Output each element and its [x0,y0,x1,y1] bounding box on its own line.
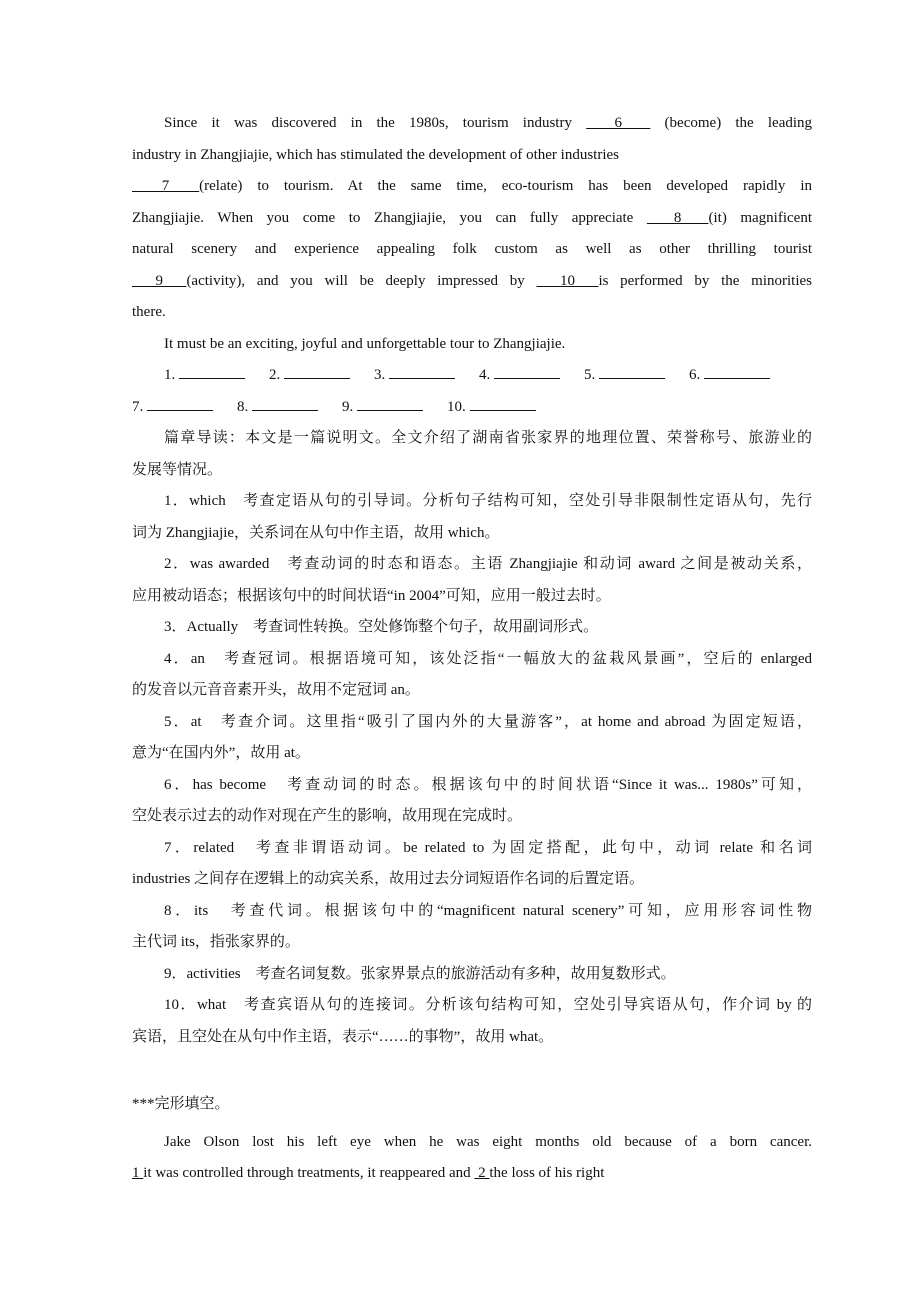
text-segment: 2．was awarded 考查动词的时态和语态。主语 Zhangjiajie 和动词 award 之间是被动关系， [164,556,812,572]
text-line [132,143,812,175]
text-segment: 宾语，且空处在从句中作主语，表示“……的事物”，故用 what。 [132,1028,554,1045]
text-line [132,836,812,868]
text-segment: 5．at 考查介词。这里指“吸引了国内外的大量游客”，at home and abroad 为固定短语， [164,713,812,730]
text-segment: 发展等情况。 [132,461,223,478]
text-segment: 6．has become 考查动词的时态。根据该句中的时间状语“Since it was... 1980s”可知， [164,776,812,793]
text-segment: 篇章导读：本文是一篇说明文。全文介绍了湖南省张家界的地理位置、荣誉称号、旅游业的 [164,430,812,446]
text-line [132,741,812,773]
text-line [132,206,812,238]
text-segment: 10．what 考查宾语从句的连接词。分析该句结构可知，空处引导宾语从句，作介词 by 的 [164,997,812,1013]
reading-passage [132,111,812,363]
text-line [132,111,812,143]
answer-label: 2. [269,367,281,383]
text-segment: 应用被动语态；根据该句中的时间状语“in 2004”可知，应用一般过去时。 [132,587,611,604]
answer-label: 4. [479,367,491,383]
answer-blank[interactable] [479,363,584,387]
text-line [132,804,812,836]
answer-underline[interactable] [284,364,350,379]
text-line [132,1025,812,1057]
section-title: ***完形填空。 [132,1096,230,1112]
text-line [132,426,812,458]
text-segment: 词为 Zhangjiajie，关系词在从句中作主语，故用 which。 [132,524,500,541]
text-line [132,710,812,742]
text-line [132,584,812,616]
text-line [132,269,812,301]
text-segment: 9．activities 考查名词复数。张家界景点的旅游活动有多种，故用复数形式。 [164,965,676,982]
blank-number: 9 [132,272,187,289]
answer-underline[interactable] [599,364,665,379]
text-segment: 7．related 考查非谓语动词。be related to 为固定搭配，此句中，动词 relate 和名词 [164,839,812,856]
text-line [132,993,812,1025]
text-segment: Since it was discovered in the 1980s, tourism industry [164,115,587,131]
text-segment: natural scenery and experience appealing folk custom as well as other thrilling tourist [132,241,812,257]
answer-label: 1. [164,367,176,383]
text-segment: 的发音以元音音素开头，故用不定冠词 an。 [132,682,420,698]
text-segment: (become) the leading [650,115,813,131]
answer-underline[interactable] [704,364,770,379]
cloze-passage [132,1130,812,1193]
text-segment: industries 之间存在逻辑上的动宾关系，故用过去分词短语作名词的后置定语。 [132,871,645,887]
text-segment: the loss of his right [489,1165,605,1181]
answer-underline[interactable] [389,364,455,379]
answer-blank[interactable] [237,395,342,419]
text-segment: Zhangjiajie. When you come to Zhangjiajie, you can fully appreciate [132,209,647,226]
text-line [132,930,812,962]
answer-label: 9. [342,398,354,415]
text-line [132,962,812,994]
text-line [132,174,812,206]
text-line [132,300,812,332]
answer-underline[interactable] [357,396,423,411]
blank-number: 7 [132,178,200,194]
blank-number: 10 [536,272,599,289]
answer-blank[interactable] [584,363,689,387]
answer-label: 5. [584,367,596,383]
text-line [132,458,812,490]
answer-row-2 [132,395,812,427]
answer-label: 3. [374,367,386,383]
text-line [132,615,812,647]
text-line [132,521,812,553]
answer-blank[interactable] [164,363,269,387]
text-segment: industry in Zhangjiajie, which has stimulated the development of other industries [132,146,619,163]
blank-number: 8 [646,209,709,226]
answer-explanation [132,426,812,1056]
text-line [132,1130,812,1162]
answer-underline[interactable] [494,364,560,379]
answer-label: 10. [447,398,466,415]
answer-label: 8. [237,398,249,415]
text-segment: (relate) to tourism. At the same time, eco-tourism has been developed rapidly in [199,178,813,194]
text-segment: (it) magnificent [708,209,812,226]
text-line [132,867,812,899]
text-segment: It must be an exciting, joyful and unforgettable tour to Zhangjiajie. [164,335,566,352]
text-segment: 4．an 考查冠词。根据语境可知，该处泛指“一幅放大的盆栽风景画”，空后的 enlarged [164,650,812,667]
answer-underline[interactable] [147,396,213,411]
text-line [132,647,812,679]
answer-blank[interactable] [132,395,237,419]
blank-number: 1 [132,1165,144,1181]
text-segment: (activity), and you will be deeply impressed by [186,272,537,289]
text-line [132,332,812,364]
text-segment: 1．which 考查定语从句的引导词。分析句子结构可知，空处引导非限制性定语从句，先行 [164,493,812,509]
text-segment: 主代词 its，指张家界的。 [132,934,300,950]
answer-underline[interactable] [179,364,245,379]
answer-label: 6. [689,367,701,383]
text-line [132,678,812,710]
answer-underline[interactable] [252,396,318,411]
text-line [132,1161,812,1193]
text-line [132,552,812,584]
text-line [132,899,812,931]
text-segment: it was controlled through treatments, it reappeared and [143,1165,475,1181]
text-segment: is performed by the minorities [598,272,812,289]
text-segment: 空处表示过去的动作对现在产生的影响，故用现在完成时。 [132,808,523,824]
answer-blank[interactable] [342,395,447,419]
answer-blank[interactable] [689,363,794,387]
blank-number: 6 [586,115,651,131]
text-segment: 意为“在国内外”，故用 at。 [132,745,310,761]
text-line [132,773,812,805]
answer-blank[interactable] [374,363,479,387]
text-segment: 8．its 考查代词。根据该句中的“magnificent natural scenery”可知，应用形容词性物 [164,902,812,919]
document-body [132,111,812,1193]
text-segment: Jake Olson lost his left eye when he was eight months old because of a born cancer. [164,1133,812,1150]
text-line [132,489,812,521]
answer-label: 7. [132,398,144,415]
text-line [132,237,812,269]
answer-row-1 [132,363,812,395]
text-segment: 3．Actually 考查词性转换。空处修饰整个句子，故用副词形式。 [164,619,599,635]
text-segment: there. [132,304,166,320]
answer-blank[interactable] [269,363,374,387]
blank-number: 2 [474,1165,490,1181]
answer-underline[interactable] [470,396,536,411]
answer-blank[interactable] [447,395,552,419]
